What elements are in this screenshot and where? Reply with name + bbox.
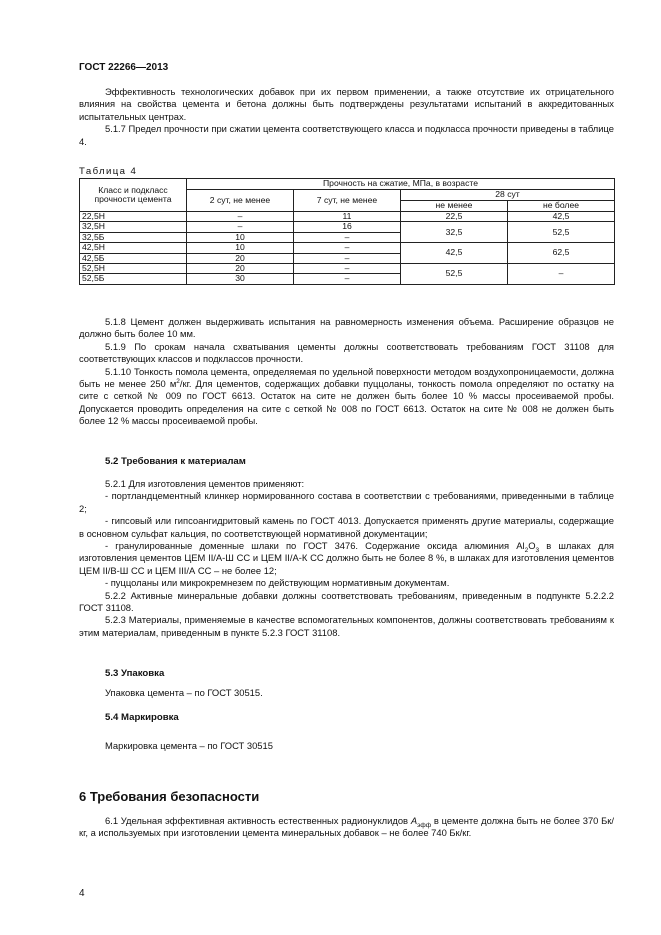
cell-28d-max: 62,5	[508, 243, 615, 264]
table-row	[80, 222, 615, 232]
class-cell: 42,5Н	[80, 243, 187, 253]
section-heading: 5.4 Маркировка	[105, 712, 179, 723]
paragraph: 5.1.9 По срокам начала схватывания цементы должны соответствовать требованиям ГОСТ 31108 для соответствующих классов и подклассов прочности.	[79, 340, 614, 365]
cell-7d: –	[294, 243, 401, 253]
cell-7d: –	[294, 253, 401, 263]
paragraph: 5.2.1 Для изготовления цементов применяют:	[105, 478, 305, 489]
table-caption: Таблица 4	[79, 166, 138, 177]
table-row	[80, 212, 615, 222]
class-cell: 42,5Б	[80, 253, 187, 263]
cell-28d-max: 42,5	[508, 212, 615, 222]
cell-2d: –	[187, 212, 294, 222]
cell-7d: –	[294, 264, 401, 274]
cell-2d: 20	[187, 253, 294, 263]
paragraph: 5.2.2 Активные минеральные добавки должны соответствовать требованиям, приведенным в подпункте 5.2.2.2 ГОСТ 31108.	[79, 589, 614, 614]
class-cell: 32,5Б	[80, 232, 187, 242]
table-header-28d: 28 сут	[401, 190, 615, 201]
cell-28d-min: 52,5	[401, 264, 508, 285]
cell-28d-min: 42,5	[401, 243, 508, 264]
table-header-7d: 7 сут, не менее	[294, 190, 401, 212]
paragraph: Маркировка цемента – по ГОСТ 30515	[105, 740, 273, 751]
cell-7d: –	[294, 274, 401, 284]
cell-28d-min: 32,5	[401, 222, 508, 243]
table-header-max: не более	[508, 201, 615, 212]
cell-7d: 16	[294, 222, 401, 232]
paragraph: - гипсовый или гипсоангидритовый камень по ГОСТ 4013. Допускается применять другие материалы, содержащие в основном сульфат кальция, по соответствующей нормативной документации;	[79, 515, 614, 539]
paragraph: 6.1 Удельная эффективная активность естественных радионуклидов $A_{эфф}$ в цементе должна быть не более 370 Бк/кг, а используемых при изготовлении цемента минеральных добавок – не более 740 Бк/кг.	[79, 815, 614, 839]
paragraph: 5.2.3 Материалы, применяемые в качестве вспомогательных компонентов, должны соответствовать требованиям к этим материалам, приведенным в пункте 5.2.3 ГОСТ 31108.	[79, 614, 614, 638]
table-row	[80, 264, 615, 274]
class-cell: 32,5Н	[80, 222, 187, 232]
paragraph: Эффективность технологических добавок при их первом применении, а также отсутствие их отрицательного влияния на свойства цемента и бетона должны быть подтверждены результатами испытаний в аккредитованных испытательных центрах.	[79, 86, 614, 122]
requirements-block	[79, 316, 614, 428]
table-header-strength: Прочность на сжатие, МПа, в возрасте	[187, 179, 615, 190]
cell-28d-max: 52,5	[508, 222, 615, 243]
class-cell: 52,5Б	[80, 274, 187, 284]
materials-block	[79, 478, 614, 639]
class-cell: 22,5Н	[80, 212, 187, 222]
table-row	[80, 243, 615, 253]
intro-block	[79, 86, 614, 148]
table-header-min: не менее	[401, 201, 508, 212]
class-cell: 52,5Н	[80, 264, 187, 274]
cell-28d-max: –	[508, 264, 615, 285]
paragraph: 5.1.7 Предел прочности при сжатии цемента соответствующего класса и подкласса прочности приведены в таблице 4.	[79, 123, 614, 147]
safety-block	[79, 815, 614, 840]
paragraph: 5.1.10 Тонкость помола цемента, определяемая по удельной поверхности методом воздухопроницаемости, должна быть не менее 250 $м^2/кг$. Для цементов, содержащих добавки пуццоланы, тонкость помола определяют по остатку на сите с сеткой № 009 по ГОСТ 6613. Остаток на сите не должен быть более 10 % массы просеиваемой пробы. Допускается проводить определения на сите с сеткой № 008 по ГОСТ 6613. Остаток на сите № 008 не должен быть более 12 % массы просеиваемой пробы.	[79, 365, 614, 427]
cell-2d: 20	[187, 264, 294, 274]
table-header-2d: 2 сут, не менее	[187, 190, 294, 212]
section-heading: 5.2 Требования к материалам	[105, 456, 246, 467]
paragraph: - портландцементный клинкер нормированного состава в соответствии с требованиями, приведенными в таблице 2;	[79, 490, 614, 514]
cell-2d: 10	[187, 232, 294, 242]
paragraph: - пуццоланы или микрокремнезем по действующим нормативным документам.	[105, 577, 450, 589]
cell-2d: 30	[187, 274, 294, 284]
paragraph: - гранулированные доменные шлаки по ГОСТ 3476. Содержание оксида алюминия $Al_2O_3$ в шлаках для изготовления цементов ЦЕМ II/А-Ш СС и ЦЕМ II/А-К СС должно быть не более 8 %, в шлаках для изготовления цементов ЦЕМ II/В-Ш СС и ЦЕМ III/А СС – не более 12;	[79, 540, 614, 576]
cell-7d: –	[294, 232, 401, 242]
chapter-heading: 6 Требования безопасности	[79, 789, 260, 804]
cell-2d: –	[187, 222, 294, 232]
cell-2d: 10	[187, 243, 294, 253]
page-number: 4	[79, 888, 85, 899]
paragraph: 5.1.8 Цемент должен выдерживать испытания на равномерность изменения объема. Расширение образцов не должно быть более 10 мм.	[79, 316, 614, 340]
paragraph: Упаковка цемента – по ГОСТ 30515.	[105, 687, 263, 698]
table-header-class: Класс и подкласс прочности цемента	[80, 179, 187, 212]
cell-7d: 11	[294, 212, 401, 222]
document-header: ГОСТ 22266—2013	[79, 62, 169, 73]
section-heading: 5.3 Упаковка	[105, 668, 165, 679]
strength-table	[79, 178, 615, 285]
cell-28d-min: 22,5	[401, 212, 508, 222]
